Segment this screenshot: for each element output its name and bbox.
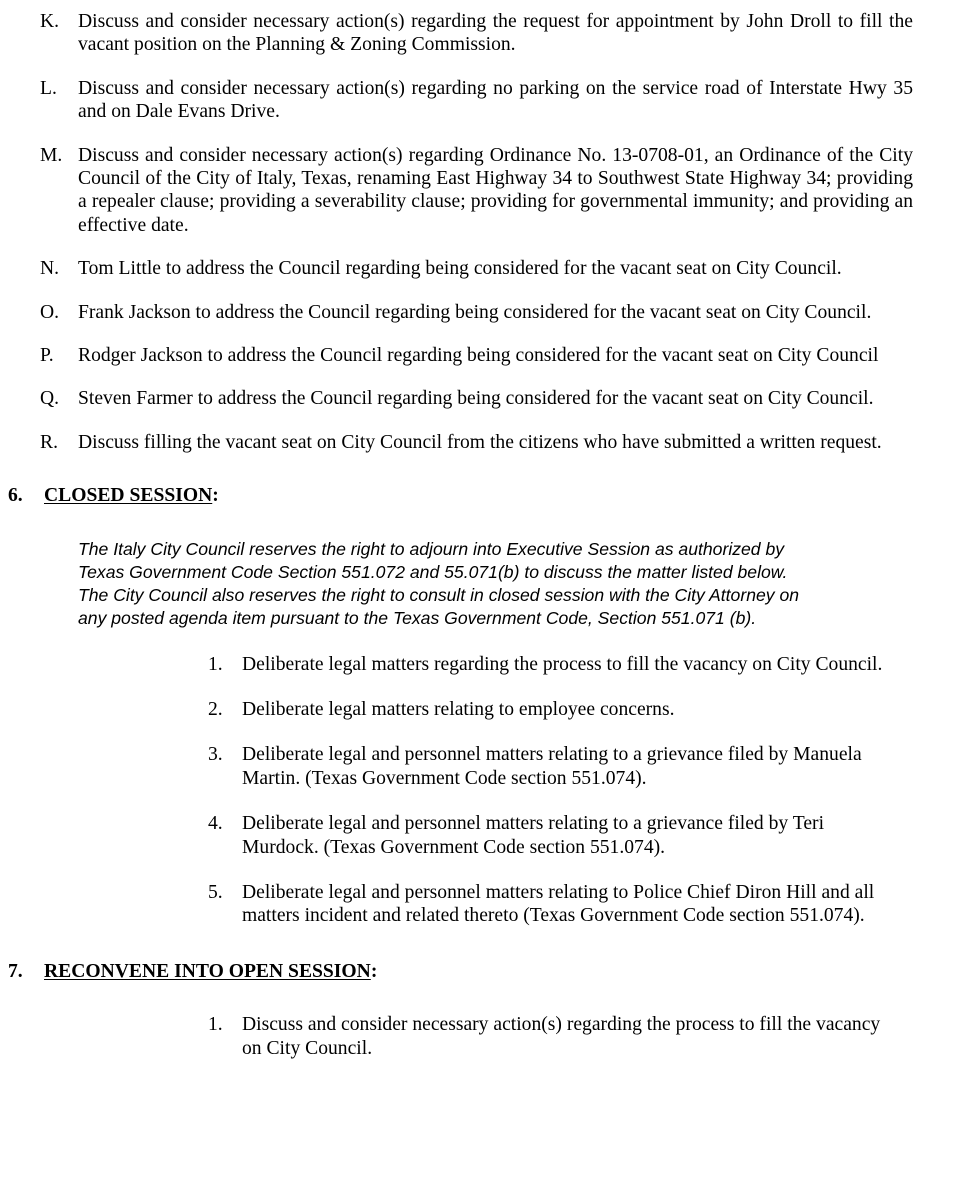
agenda-item-p-marker: P. [40,345,54,367]
reconvene-session-item-1 [0,1013,961,1060]
closed-session-item-1-marker: 1. [208,653,223,675]
notice-line-2: Texas Government Code Section 551.072 and 55.071(b) to discuss the matter listed below. [78,561,788,582]
closed-session-item-4 [0,812,961,859]
agenda-item-o-marker: O. [40,301,60,323]
agenda-item-p-text: Rodger Jackson to address the Council regarding being considered for the vacant seat on City Council [78,345,879,367]
agenda-item-r-text: Discuss filling the vacant seat on City Council from the citizens who have submitted a written request. [78,431,882,453]
closed-session-colon: : [212,485,219,507]
closed-session-item-2 [0,698,961,721]
notice-line-1: The Italy City Council reserves the right to adjourn into Executive Session as authorized by [78,538,785,559]
agenda-item-o-text: Frank Jackson to address the Council regarding being considered for the vacant seat on City Council. [78,301,872,323]
reconvene-session-heading [0,960,961,983]
closed-session-item-2-marker: 2. [208,698,223,720]
agenda-item-l [0,77,961,124]
lettered-agenda-list [0,10,961,454]
agenda-item-o [0,301,961,324]
closed-session-item-1-text: Deliberate legal matters regarding the process to fill the vacancy on City Council. [242,653,883,675]
executive-session-notice [0,538,961,631]
closed-session-item-3-text: Deliberate legal and personnel matters relating to a grievance filed by Manuela Martin. (Texas Government Code section 551.074). [242,744,862,789]
closed-session-item-4-marker: 4. [208,813,223,835]
closed-session-heading [0,484,961,507]
closed-session-item-5-text: Deliberate legal and personnel matters relating to Police Chief Diron Hill and all matters incident and related thereto (Texas Government Code section 551.074). [242,881,875,927]
closed-session-title: CLOSED SESSION [44,485,213,507]
closed-session-item-4-text: Deliberate legal and personnel matters relating to a grievance filed by Teri Murdock. (Texas Government Code section 551.074). [242,813,825,858]
agenda-item-m-marker: M. [40,144,63,166]
closed-session-item-1 [0,653,961,676]
agenda-item-r [0,431,961,454]
reconvene-session-number: 7. [8,960,23,982]
reconvene-session-title: RECONVENE INTO OPEN SESSION [44,960,371,982]
closed-session-item-list [0,653,961,928]
closed-session-item-3 [0,743,961,790]
agenda-item-l-text: Discuss and consider necessary action(s) regarding no parking on the service road of Interstate Hwy 35 and on Dale Evans Drive. [78,77,913,123]
agenda-item-q-text: Steven Farmer to address the Council regarding being considered for the vacant seat on City Council. [78,388,874,410]
notice-line-3: The City Council also reserves the right to consult in closed session with the City Attorney on [78,585,800,606]
closed-session-item-2-text: Deliberate legal matters relating to employee concerns. [242,698,675,720]
agenda-item-q [0,387,961,410]
post-reconvene-heading-spacer [0,983,961,1013]
agenda-item-p [0,344,961,367]
pre-closed-session-spacer [0,474,961,484]
notice-line-4: any posted agenda item pursuant to the Texas Government Code, Section 551.071 (b). [78,608,757,629]
closed-session-item-3-marker: 3. [208,744,223,766]
agenda-item-k-text: Discuss and consider necessary action(s) regarding the request for appointment by John Droll to fill the vacant position on the Planning & Zoning Commission. [78,11,913,56]
pre-reconvene-spacer [0,950,961,960]
agenda-item-n-marker: N. [40,258,60,280]
reconvene-session-item-list [0,1013,961,1060]
agenda-item-m-text: Discuss and consider necessary action(s) regarding Ordinance No. 13-0708-01, an Ordinance of the City Council of the City of Italy, Texas, renaming East Highway 34 to Southwest State Highway 34; providing a repealer clause; providing a severability clause; providing for governmental immunity; and providing an effective date. [78,144,913,236]
reconvene-session-item-1-marker: 1. [208,1014,223,1036]
agenda-item-k-marker: K. [40,11,60,32]
agenda-item-r-marker: R. [40,431,58,453]
agenda-item-k [0,10,961,57]
reconvene-session-colon: : [370,960,378,982]
agenda-item-n-text: Tom Little to address the Council regarding being considered for the vacant seat on City Council. [78,258,842,280]
top-spacer [0,0,961,10]
closed-session-number: 6. [8,485,23,507]
closed-session-item-5-marker: 5. [208,881,223,903]
agenda-item-l-marker: L. [40,77,57,99]
pre-closed-list-spacer [0,631,961,653]
agenda-item-n [0,257,961,280]
agenda-item-m [0,144,961,238]
reconvene-session-item-1-text: Discuss and consider necessary action(s) regarding the process to fill the vacancy on City Council. [242,1014,881,1059]
closed-session-item-5 [0,881,961,928]
agenda-item-q-marker: Q. [40,388,60,410]
post-closed-heading-spacer [0,508,961,538]
